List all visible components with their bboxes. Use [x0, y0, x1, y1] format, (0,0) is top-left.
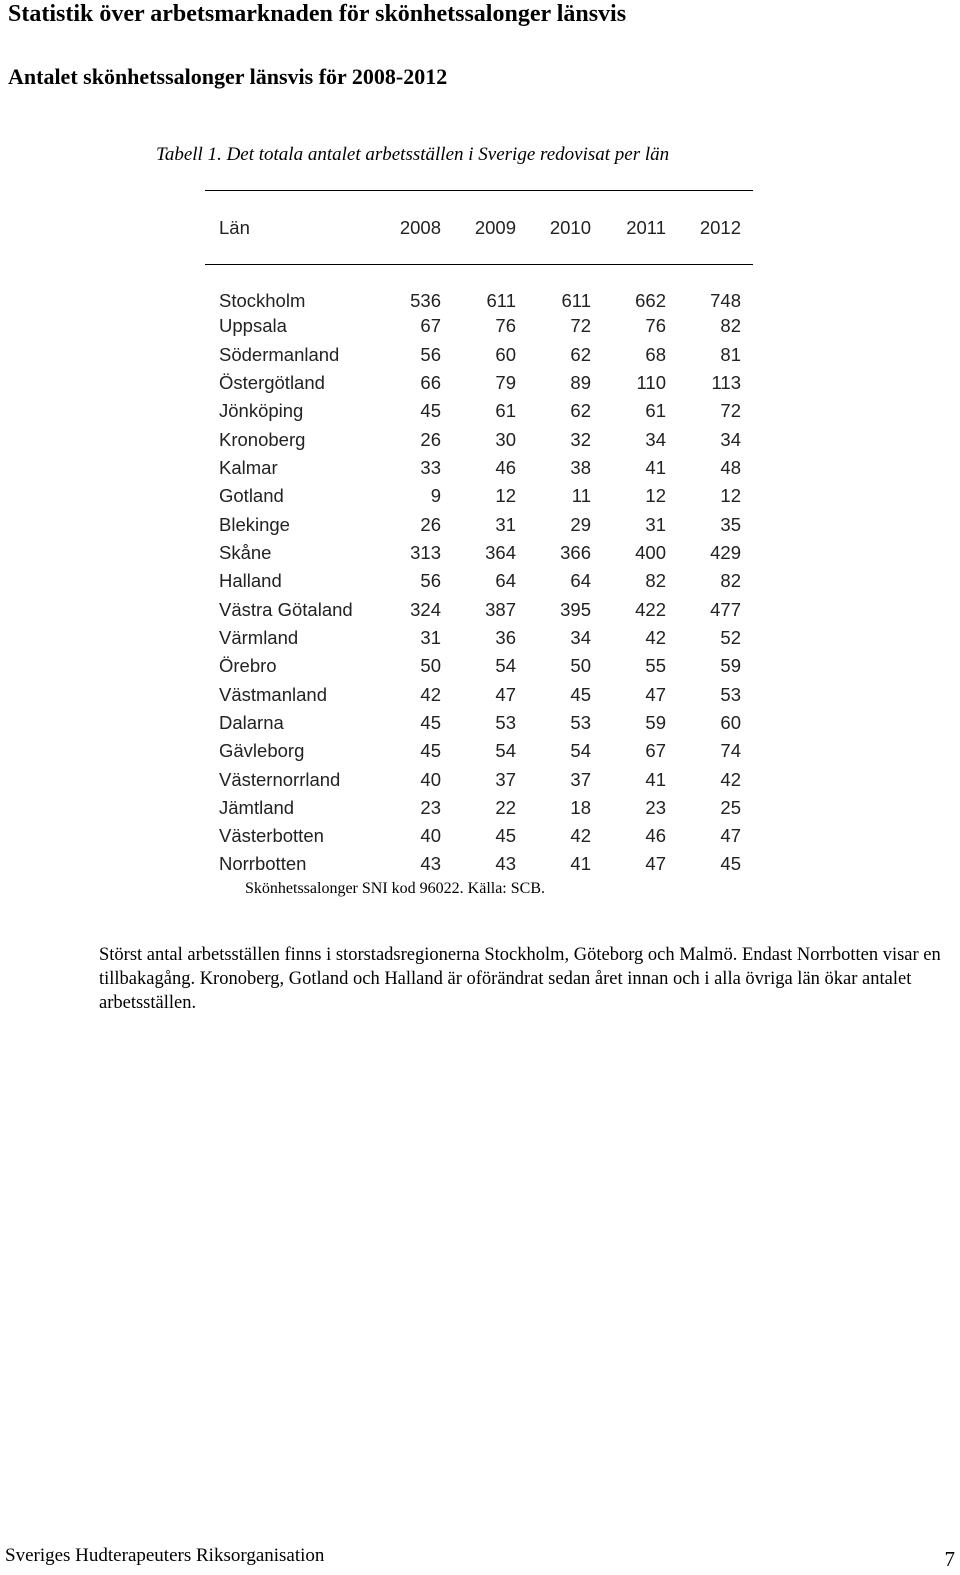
- row-value-cell: 66: [420, 372, 441, 393]
- row-value-cell: 26: [420, 514, 441, 535]
- row-county-name: Södermanland: [219, 344, 340, 365]
- row-county-name: Kalmar: [219, 457, 278, 478]
- row-value-cell: 54: [570, 740, 591, 761]
- row-value-cell: 11: [571, 485, 591, 506]
- row-value-cell: 400: [635, 542, 666, 563]
- row-value-cell: 611: [561, 290, 591, 311]
- row-value-cell: 429: [710, 542, 741, 563]
- row-county-name: Stockholm: [219, 290, 306, 311]
- row-value-cell: 477: [710, 599, 741, 620]
- row-value-cell: 34: [570, 627, 591, 648]
- row-value-cell: 45: [420, 400, 441, 421]
- row-value-cell: 12: [495, 485, 516, 506]
- row-value-cell: 64: [495, 570, 516, 591]
- column-header-year: 2010: [549, 217, 591, 238]
- row-value-cell: 45: [720, 853, 741, 874]
- row-county-name: Västmanland: [219, 684, 327, 705]
- column-header-year: 2009: [474, 217, 516, 238]
- row-value-cell: 81: [720, 344, 741, 365]
- row-value-cell: 324: [410, 599, 441, 620]
- row-value-cell: 113: [711, 372, 741, 393]
- row-value-cell: 53: [720, 684, 741, 705]
- row-value-cell: 52: [720, 627, 741, 648]
- row-value-cell: 41: [645, 769, 666, 790]
- row-value-cell: 748: [710, 290, 741, 311]
- row-value-cell: 60: [720, 712, 741, 733]
- row-county-name: Skåne: [219, 542, 272, 563]
- row-value-cell: 50: [420, 655, 441, 676]
- row-value-cell: 47: [720, 825, 741, 846]
- row-value-cell: 46: [495, 457, 516, 478]
- row-value-cell: 47: [645, 684, 666, 705]
- row-value-cell: 33: [420, 457, 441, 478]
- row-value-cell: 67: [420, 315, 441, 336]
- row-value-cell: 64: [570, 570, 591, 591]
- row-value-cell: 55: [645, 655, 666, 676]
- row-county-name: Halland: [219, 570, 282, 591]
- row-value-cell: 32: [570, 429, 591, 450]
- row-value-cell: 42: [720, 769, 741, 790]
- row-value-cell: 366: [560, 542, 591, 563]
- row-value-cell: 31: [645, 514, 666, 535]
- row-value-cell: 54: [495, 740, 516, 761]
- row-value-cell: 72: [570, 315, 591, 336]
- row-value-cell: 59: [720, 655, 741, 676]
- row-value-cell: 38: [570, 457, 591, 478]
- row-value-cell: 34: [645, 429, 666, 450]
- row-value-cell: 61: [645, 400, 666, 421]
- row-value-cell: 43: [420, 853, 441, 874]
- row-value-cell: 47: [645, 853, 666, 874]
- row-value-cell: 12: [720, 485, 741, 506]
- row-value-cell: 12: [645, 485, 666, 506]
- row-value-cell: 22: [495, 797, 516, 818]
- row-value-cell: 82: [720, 315, 741, 336]
- row-value-cell: 59: [645, 712, 666, 733]
- row-value-cell: 364: [485, 542, 516, 563]
- row-value-cell: 62: [570, 344, 591, 365]
- table-source-note: Skönhetssalonger SNI kod 96022. Källa: SCB.: [245, 880, 545, 897]
- row-value-cell: 313: [410, 542, 441, 563]
- row-value-cell: 67: [645, 740, 666, 761]
- section-subtitle: Antalet skönhetssalonger länsvis för 2008-2012: [8, 64, 448, 89]
- row-value-cell: 45: [420, 740, 441, 761]
- row-county-name: Dalarna: [219, 712, 284, 733]
- row-value-cell: 30: [495, 429, 516, 450]
- row-value-cell: 387: [485, 599, 516, 620]
- row-value-cell: 89: [570, 372, 591, 393]
- row-value-cell: 82: [645, 570, 666, 591]
- row-value-cell: 46: [645, 825, 666, 846]
- row-value-cell: 40: [420, 769, 441, 790]
- row-value-cell: 42: [420, 684, 441, 705]
- row-value-cell: 23: [420, 797, 441, 818]
- row-value-cell: 37: [570, 769, 591, 790]
- body-paragraph: Störst antal arbetsställen finns i storstadsregionerna Stockholm, Göteborg och Malmö. Endast Norrbotten visar en tillbakagång. Kronoberg, Gotland och Halland är oförändrat sedan året innan och i alla övriga län ökar antalet arbetsställen.: [99, 945, 941, 1013]
- table-header-rule: [205, 264, 753, 265]
- row-value-cell: 9: [430, 485, 441, 506]
- column-header-year: 2008: [399, 217, 441, 238]
- row-value-cell: 45: [570, 684, 591, 705]
- row-value-cell: 45: [495, 825, 516, 846]
- row-value-cell: 36: [495, 627, 516, 648]
- row-value-cell: 76: [495, 315, 516, 336]
- row-value-cell: 31: [420, 627, 441, 648]
- row-value-cell: 611: [486, 290, 516, 311]
- row-value-cell: 37: [495, 769, 516, 790]
- row-value-cell: 48: [720, 457, 741, 478]
- row-value-cell: 62: [570, 400, 591, 421]
- row-value-cell: 536: [410, 290, 441, 311]
- table-caption: Tabell 1. Det totala antalet arbetsställen i Sverige redovisat per län: [156, 144, 670, 165]
- row-value-cell: 54: [495, 655, 516, 676]
- row-value-cell: 53: [495, 712, 516, 733]
- row-value-cell: 662: [635, 290, 666, 311]
- row-value-cell: 40: [420, 825, 441, 846]
- row-value-cell: 35: [720, 514, 741, 535]
- row-value-cell: 41: [570, 853, 591, 874]
- column-header-lan: Län: [219, 217, 250, 238]
- row-value-cell: 23: [645, 797, 666, 818]
- row-value-cell: 56: [420, 344, 441, 365]
- row-county-name: Värmland: [219, 627, 299, 648]
- row-value-cell: 72: [720, 400, 741, 421]
- row-value-cell: 68: [645, 344, 666, 365]
- row-value-cell: 42: [570, 825, 591, 846]
- row-county-name: Jönköping: [219, 400, 304, 421]
- row-county-name: Västerbotten: [219, 825, 324, 846]
- row-value-cell: 395: [560, 599, 591, 620]
- row-county-name: Norrbotten: [219, 853, 307, 874]
- row-value-cell: 25: [720, 797, 741, 818]
- row-value-cell: 41: [645, 457, 666, 478]
- page-title: Statistik över arbetsmarknaden för skönhetssalonger länsvis: [8, 1, 627, 27]
- row-county-name: Blekinge: [219, 514, 290, 535]
- row-value-cell: 50: [570, 655, 591, 676]
- row-value-cell: 79: [495, 372, 516, 393]
- row-value-cell: 43: [495, 853, 516, 874]
- row-value-cell: 31: [495, 514, 516, 535]
- row-value-cell: 74: [720, 740, 741, 761]
- row-value-cell: 61: [495, 400, 516, 421]
- row-value-cell: 47: [495, 684, 516, 705]
- row-county-name: Västra Götaland: [219, 599, 353, 620]
- row-county-name: Gävleborg: [219, 740, 305, 761]
- row-county-name: Gotland: [219, 485, 284, 506]
- row-county-name: Östergötland: [219, 372, 325, 393]
- row-value-cell: 422: [635, 599, 666, 620]
- row-value-cell: 45: [420, 712, 441, 733]
- row-value-cell: 53: [570, 712, 591, 733]
- row-value-cell: 42: [645, 627, 666, 648]
- row-county-name: Örebro: [219, 655, 277, 676]
- row-value-cell: 29: [570, 514, 591, 535]
- row-value-cell: 110: [636, 372, 666, 393]
- row-value-cell: 34: [720, 429, 741, 450]
- row-county-name: Västernorrland: [219, 769, 341, 790]
- row-value-cell: 56: [420, 570, 441, 591]
- column-header-year: 2011: [626, 217, 666, 238]
- table-top-rule: [205, 190, 753, 191]
- row-value-cell: 26: [420, 429, 441, 450]
- row-county-name: Jämtland: [219, 797, 295, 818]
- column-header-year: 2012: [699, 217, 741, 238]
- row-county-name: Kronoberg: [219, 429, 306, 450]
- row-value-cell: 18: [570, 797, 591, 818]
- row-county-name: Uppsala: [219, 315, 287, 336]
- row-value-cell: 82: [720, 570, 741, 591]
- footer-organization: Sveriges Hudterapeuters Riksorganisation: [5, 1545, 325, 1566]
- page-number: 7: [944, 1547, 955, 1571]
- row-value-cell: 60: [495, 344, 516, 365]
- row-value-cell: 76: [645, 315, 666, 336]
